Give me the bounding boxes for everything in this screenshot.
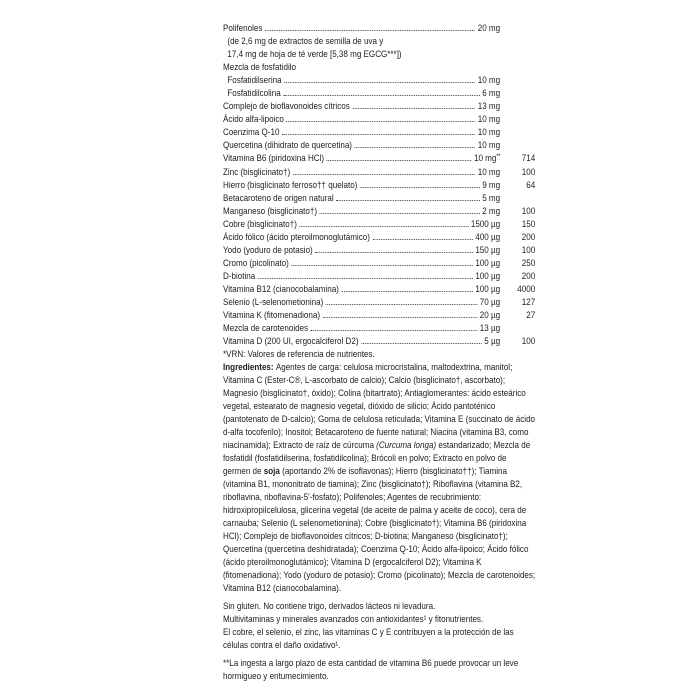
table-row — [223, 179, 535, 192]
vrn-value: 250 — [521, 258, 536, 268]
table-row — [223, 35, 535, 48]
nutrient-amount: 20 µg — [479, 310, 501, 320]
dot-leader — [315, 252, 472, 253]
nutrient-amount: 5 µg — [484, 336, 501, 346]
nutrient-amount: 2 mg — [482, 206, 501, 216]
dot-leader — [311, 330, 477, 331]
vrn-value: 714 — [521, 153, 536, 163]
nutrient-amount: 100 µg — [475, 271, 501, 281]
nutrient-name: Cobre (bisglicinato†) — [223, 219, 297, 229]
table-row — [223, 74, 535, 87]
table-row — [223, 205, 535, 218]
dot-leader — [323, 317, 477, 318]
nutrient-name: Cromo (picolinato) — [223, 258, 289, 268]
table-row — [223, 87, 535, 100]
dot-leader — [352, 108, 475, 109]
vrn-value: 100 — [521, 167, 536, 177]
dot-leader — [283, 95, 479, 96]
nutrient-name: Hierro (bisglicinato ferroso†† quelato) — [223, 180, 358, 190]
table-row — [223, 61, 535, 74]
row-main — [223, 205, 500, 218]
table-row — [223, 270, 535, 283]
nutrient-amount: 13 µg — [479, 323, 501, 333]
nutrient-name: Mezcla de carotenoides — [223, 323, 309, 333]
row-main — [223, 48, 500, 61]
dot-leader — [361, 343, 481, 344]
row-main — [223, 283, 500, 296]
table-row — [223, 192, 535, 205]
vrn-value: 100 — [521, 245, 536, 255]
vrn-note: *VRN: Valores de referencia de nutrientes. — [223, 349, 375, 359]
nutrient-name: Yodo (yoduro de potasio) — [223, 245, 313, 255]
row-main — [223, 231, 500, 244]
vrn-value: 127 — [521, 297, 536, 307]
dot-leader — [287, 121, 476, 122]
dot-leader — [284, 82, 475, 83]
nutrient-amount: 13 mg — [477, 101, 501, 111]
nutrient-name: Manganeso (bisglicinato†) — [223, 206, 318, 216]
dot-leader — [360, 187, 480, 188]
row-main — [223, 270, 500, 283]
dot-leader — [327, 160, 472, 161]
b6-footnote: **La ingesta a largo plazo de esta cantidad de vitamina B6 puede provocar un leve hormigueo y entumecimiento. — [223, 658, 519, 681]
nutrient-name: Polifenoles — [223, 23, 263, 33]
table-row — [223, 309, 535, 322]
row-main — [223, 74, 500, 87]
dot-leader — [282, 134, 475, 135]
vrn-value: 64 — [526, 180, 536, 190]
nutrient-name: D-biotina — [223, 271, 256, 281]
nutrient-amount: 10 mg — [473, 153, 497, 163]
nutrient-amount: 70 µg — [479, 297, 501, 307]
row-main — [223, 335, 500, 348]
row-main — [223, 179, 500, 192]
dot-leader — [326, 304, 477, 305]
dot-leader — [258, 278, 473, 279]
amount-footnote-marker: ** — [496, 153, 501, 160]
dot-leader — [373, 239, 473, 240]
table-row — [223, 166, 535, 179]
dot-leader — [293, 174, 475, 175]
nutrient-name: Fosfatidilserina — [227, 75, 282, 85]
row-main — [223, 257, 500, 270]
nutrient-name: Ácido fólico (ácido pteroilmonoglutámico) — [223, 232, 370, 242]
table-row — [223, 100, 535, 113]
ingredients-segment: estandarizado; Mezcla de fosfatidil (fosfatidilserina, fosfatidilcolina); Brócoli en polvo; Extracto en polvo de germen de — [223, 440, 531, 476]
table-row — [223, 335, 535, 348]
nutrient-amount: 1500 µg — [470, 219, 501, 229]
dot-leader — [341, 291, 472, 292]
nutrient-amount: 10 mg — [477, 167, 501, 177]
table-row — [223, 244, 535, 257]
nutrient-name: Vitamina K (fitomenadiona) — [223, 310, 321, 320]
vrn-value: 4000 — [517, 284, 536, 294]
dot-leader — [336, 200, 479, 201]
dot-leader — [265, 30, 475, 31]
row-main — [223, 61, 500, 74]
vrn-value: 100 — [521, 206, 536, 216]
dot-leader — [320, 213, 480, 214]
ingredients-segment: Ingredientes: — [223, 362, 276, 372]
row-main — [223, 87, 500, 100]
nutrient-amount: 400 µg — [475, 232, 501, 242]
vrn-value: 27 — [526, 310, 536, 320]
nutrient-name: Betacaroteno de origen natural — [223, 193, 334, 203]
row-main — [223, 244, 500, 257]
ingredients-segment: Agentes de carga: celulosa microcristalina, maltodextrina, manitol; Vitamina C (Ester-C®, L-ascorbato de calcio); Calcio (bisglicinato†, ascorbato); Magnesio (bisglicinato†, óxido); Colina (bitartrato); Antiaglomerantes: ácido esteárico vegetal, estearato de magnesio vegetal, dióxido de silicio; Ácido pantoténico (pantotenato de D-calcio); Goma de celulosa reticulada; Vitamina E (succinato de ácido d-alfa tocoferilo); Inositol; Betacaroteno de fuente natural; Niacina (vitamina B3, como niacinamida); Extracto de raíz de cúrcuma — [223, 362, 536, 450]
row-main — [223, 296, 500, 309]
nutrient-amount: 6 mg — [482, 88, 501, 98]
nutrient-name: Zinc (bisglicinato†) — [223, 167, 291, 177]
nutrient-name: Fosfatidilcolina — [227, 88, 281, 98]
claim-multivitamins: Multivitaminas y minerales avanzados con antioxidantes¹ y fitonutrientes. — [223, 614, 484, 624]
nutrient-name: Vitamina D (200 UI, ergocalciferol D2) — [223, 336, 359, 346]
nutrient-name: Vitamina B12 (cianocobalamina) — [223, 284, 339, 294]
table-row — [223, 113, 535, 126]
table-row — [223, 218, 535, 231]
table-row — [223, 283, 535, 296]
nutrient-amount: 10 mg — [477, 140, 501, 150]
row-main — [223, 309, 500, 322]
row-main — [223, 139, 500, 152]
nutrient-amount: 150 µg — [475, 245, 501, 255]
dot-leader — [300, 226, 469, 227]
vrn-value: 200 — [521, 271, 536, 281]
table-row — [223, 231, 535, 244]
row-main — [223, 192, 500, 205]
row-main — [223, 100, 500, 113]
ingredients-paragraph — [223, 361, 535, 595]
nutrient-name: 17,4 mg de hoja de té verde [5,38 mg EGCG***]) — [227, 49, 402, 59]
row-main — [223, 22, 500, 35]
nutrient-name: Ácido alfa-lipoico — [223, 114, 284, 124]
table-row — [223, 257, 535, 270]
row-main — [223, 166, 500, 179]
row-main — [223, 113, 500, 126]
row-main — [223, 126, 500, 139]
nutrient-name: Complejo de bioflavonoides cítricos — [223, 101, 350, 111]
dot-leader — [291, 265, 472, 266]
table-row — [223, 296, 535, 309]
table-row — [223, 139, 535, 152]
supplement-facts-panel — [223, 22, 535, 683]
vrn-value: 200 — [521, 232, 536, 242]
nutrient-amount: 100 µg — [475, 258, 501, 268]
vrn-value: 100 — [521, 336, 536, 346]
nutrient-name: Selenio (L-selenometionina) — [223, 297, 324, 307]
nutrient-name: Coenzima Q-10 — [223, 127, 280, 137]
nutrient-name: Mezcla de fosfatidilo — [223, 62, 297, 72]
ingredients-segment: (Curcuma longa) — [376, 440, 437, 450]
row-main — [223, 218, 500, 231]
table-row — [223, 152, 535, 166]
table-row — [223, 322, 535, 335]
ingredients-segment: soja — [263, 466, 280, 476]
supplement-table — [223, 22, 535, 348]
vrn-value: 150 — [521, 219, 536, 229]
nutrient-name: Quercetina (dihidrato de quercetina) — [223, 140, 353, 150]
table-row — [223, 22, 535, 35]
nutrient-amount: 10 mg — [477, 127, 501, 137]
nutrient-name: Vitamina B6 (piridoxina HCl) — [223, 153, 325, 163]
nutrient-amount: 20 mg — [477, 23, 501, 33]
nutrient-amount: 100 µg — [475, 284, 501, 294]
dot-leader — [355, 147, 475, 148]
nutrient-amount: 5 mg — [482, 193, 501, 203]
row-main — [223, 152, 500, 166]
claim-antioxidant-protection: El cobre, el selenio, el zinc, las vitaminas C y E contribuyen a la protección de las células contra el daño oxidativo¹. — [223, 627, 514, 650]
table-row — [223, 126, 535, 139]
allergen-note: Sin gluten. No contiene trigo, derivados lácteos ni levadura. — [223, 601, 436, 611]
table-row — [223, 48, 535, 61]
nutrient-amount: 10 mg — [477, 114, 501, 124]
row-main — [223, 322, 500, 335]
nutrient-amount: 9 mg — [482, 180, 501, 190]
nutrient-amount: 10 mg — [477, 75, 501, 85]
ingredients-segment: (aportando 2% de isoflavonas); Hierro (bisglicinato††); Tiamina (vitamina B1, mononitrato de tiamina); Zinc (bisglicinato†); Riboflavina (vitamina B2, riboflavina, riboflavina-5'-fosfato); Polifenoles; Agentes de recubrimiento: hidroxipropilcelulosa, glicerina vegetal (de aceite de palma y aceite de coco), cera de carnauba; Selenio (L selenometionina); Cobre (bisglicinato†); Vitamina B6 (piridoxina HCl); Complejo de bioflavonoides cítricos; D-biotina; Manganeso (bisglicinato†); Quercetina (quercetina deshidratada); Coenzima Q-10; Ácido alfa-lipoico; Ácido fólico (ácido pteroilmonoglutámico); Vitamina D (ergocalciferol D2); Vitamina K (fitomenadiona); Yodo (yoduro de potasio); Cromo (picolinato); Mezcla de carotenoides; Vitamina B12 (cianocobalamina). — [223, 466, 536, 593]
row-main — [223, 35, 500, 48]
nutrient-name: (de 2,6 mg de extractos de semilla de uva y — [227, 36, 384, 46]
